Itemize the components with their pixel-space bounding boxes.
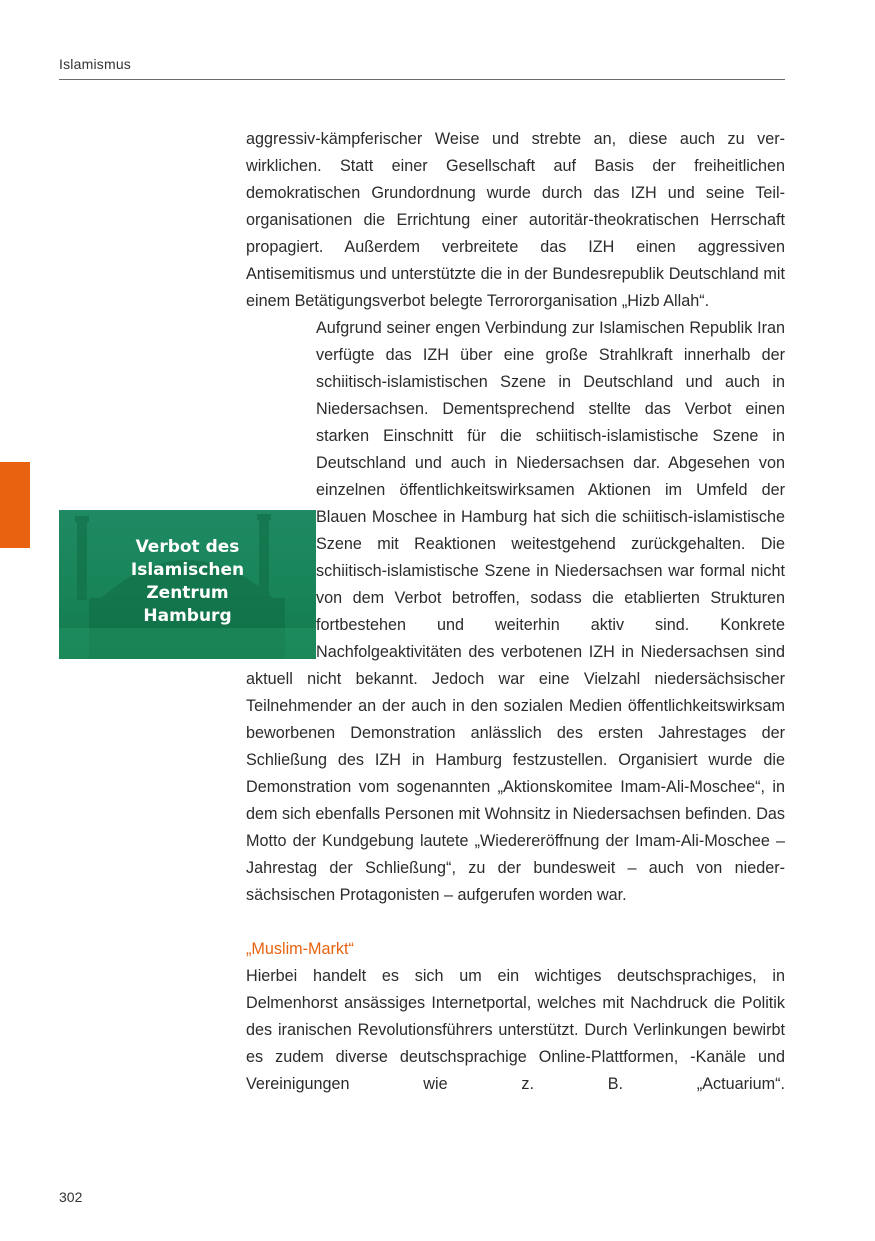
body-paragraph-1: aggressiv-kämpferischer Weise und strebte an, diese auch zu verwirklichen. Statt einer Gesellschaft auf Basis der freiheitlichen demokratischen Grundordnung wurde durch das IZH und seine Teilorganisationen die Errichtung einer autoritär-theokratischen Herrschaft propagiert. Außerdem verbreitete das IZH einen aggressiven Antisemitismus und unterstützte die in der Bundesrepublik Deutschland mit einem Betätigungsverbot belegte Terrororganisation „Hizb Allah“.	[246, 130, 785, 310]
section-heading-muslim-markt: „Muslim-Markt“	[246, 940, 354, 958]
chapter-tab-marker	[0, 462, 30, 548]
body-paragraph-3: Hierbei handelt es sich um ein wichtiges deutschsprachiges, in Delmenhorst ansässiges Internetportal, welches mit Nachdruck die Politik des iranischen Revolutionsführers unterstützt. Durch Verlinkungen bewirbt es zudem diverse deutschsprachige Online-Plattformen, -Kanäle und Vereinigungen wie z. B. „Actuarium“.	[246, 967, 785, 1093]
running-header: Islamismus	[59, 56, 132, 72]
page-number: 302	[59, 1189, 83, 1205]
caption-line-4: Hamburg	[143, 606, 232, 626]
caption-line-3: Zentrum	[146, 583, 229, 603]
header-rule	[59, 79, 785, 80]
caption-line-1: Verbot des	[135, 537, 240, 557]
main-text-column	[246, 126, 785, 1098]
caption-line-2: Islamischen	[130, 560, 245, 580]
body-paragraph-2: Aufgrund seiner engen Verbindung zur Islamischen Republik Iran verfügte das IZH über eine große Strahlkraft innerhalb der schiitisch-islamistischen Szene in Deutschland und auch in Niedersachsen. Dementsprechend stellte das Verbot einen starken Einschnitt für die schiitisch-islamistische Szene in Deutschland und auch in Niedersachsen dar. Abgesehen von einzelnen öffentlichkeitswirksamen Aktionen im Umfeld der Blauen Moschee in Hamburg hat sich die schiitisch-islamistische Szene mit Reaktionen weitestgehend zurückgehalten. Die schiitisch-islamistische Szene in Niedersachsen war formal nicht von dem Verbot betroffen, sodass die etablierten Strukturen fortbestehen und weiterhin aktiv sind. Konkrete Nachfolgeaktivitäten des verbotenen IZH in Niedersachsen sind aktuell nicht bekannt. Jedoch war eine Vielzahl niedersächsischer Teilnehmender an der auch in den sozialen Medien öffentlichkeitswirksam beworbenen Demonstration anlässlich des ersten Jahrestages der Schließung des IZH in Hamburg festzustellen. Organisiert wurde die Demonstration vom sogenannten „Aktionskomitee Imam-Ali-Moschee“, in dem sich ebenfalls Personen mit Wohnsitz in Niedersachsen befinden. Das Motto der Kundgebung lautete „Wiedereröffnung der Imam-Ali-Moschee – Jahrestag der Schließung“, zu der bundesweit – auch von niedersächsischen Protagonisten – aufgerufen worden war.	[246, 319, 785, 904]
